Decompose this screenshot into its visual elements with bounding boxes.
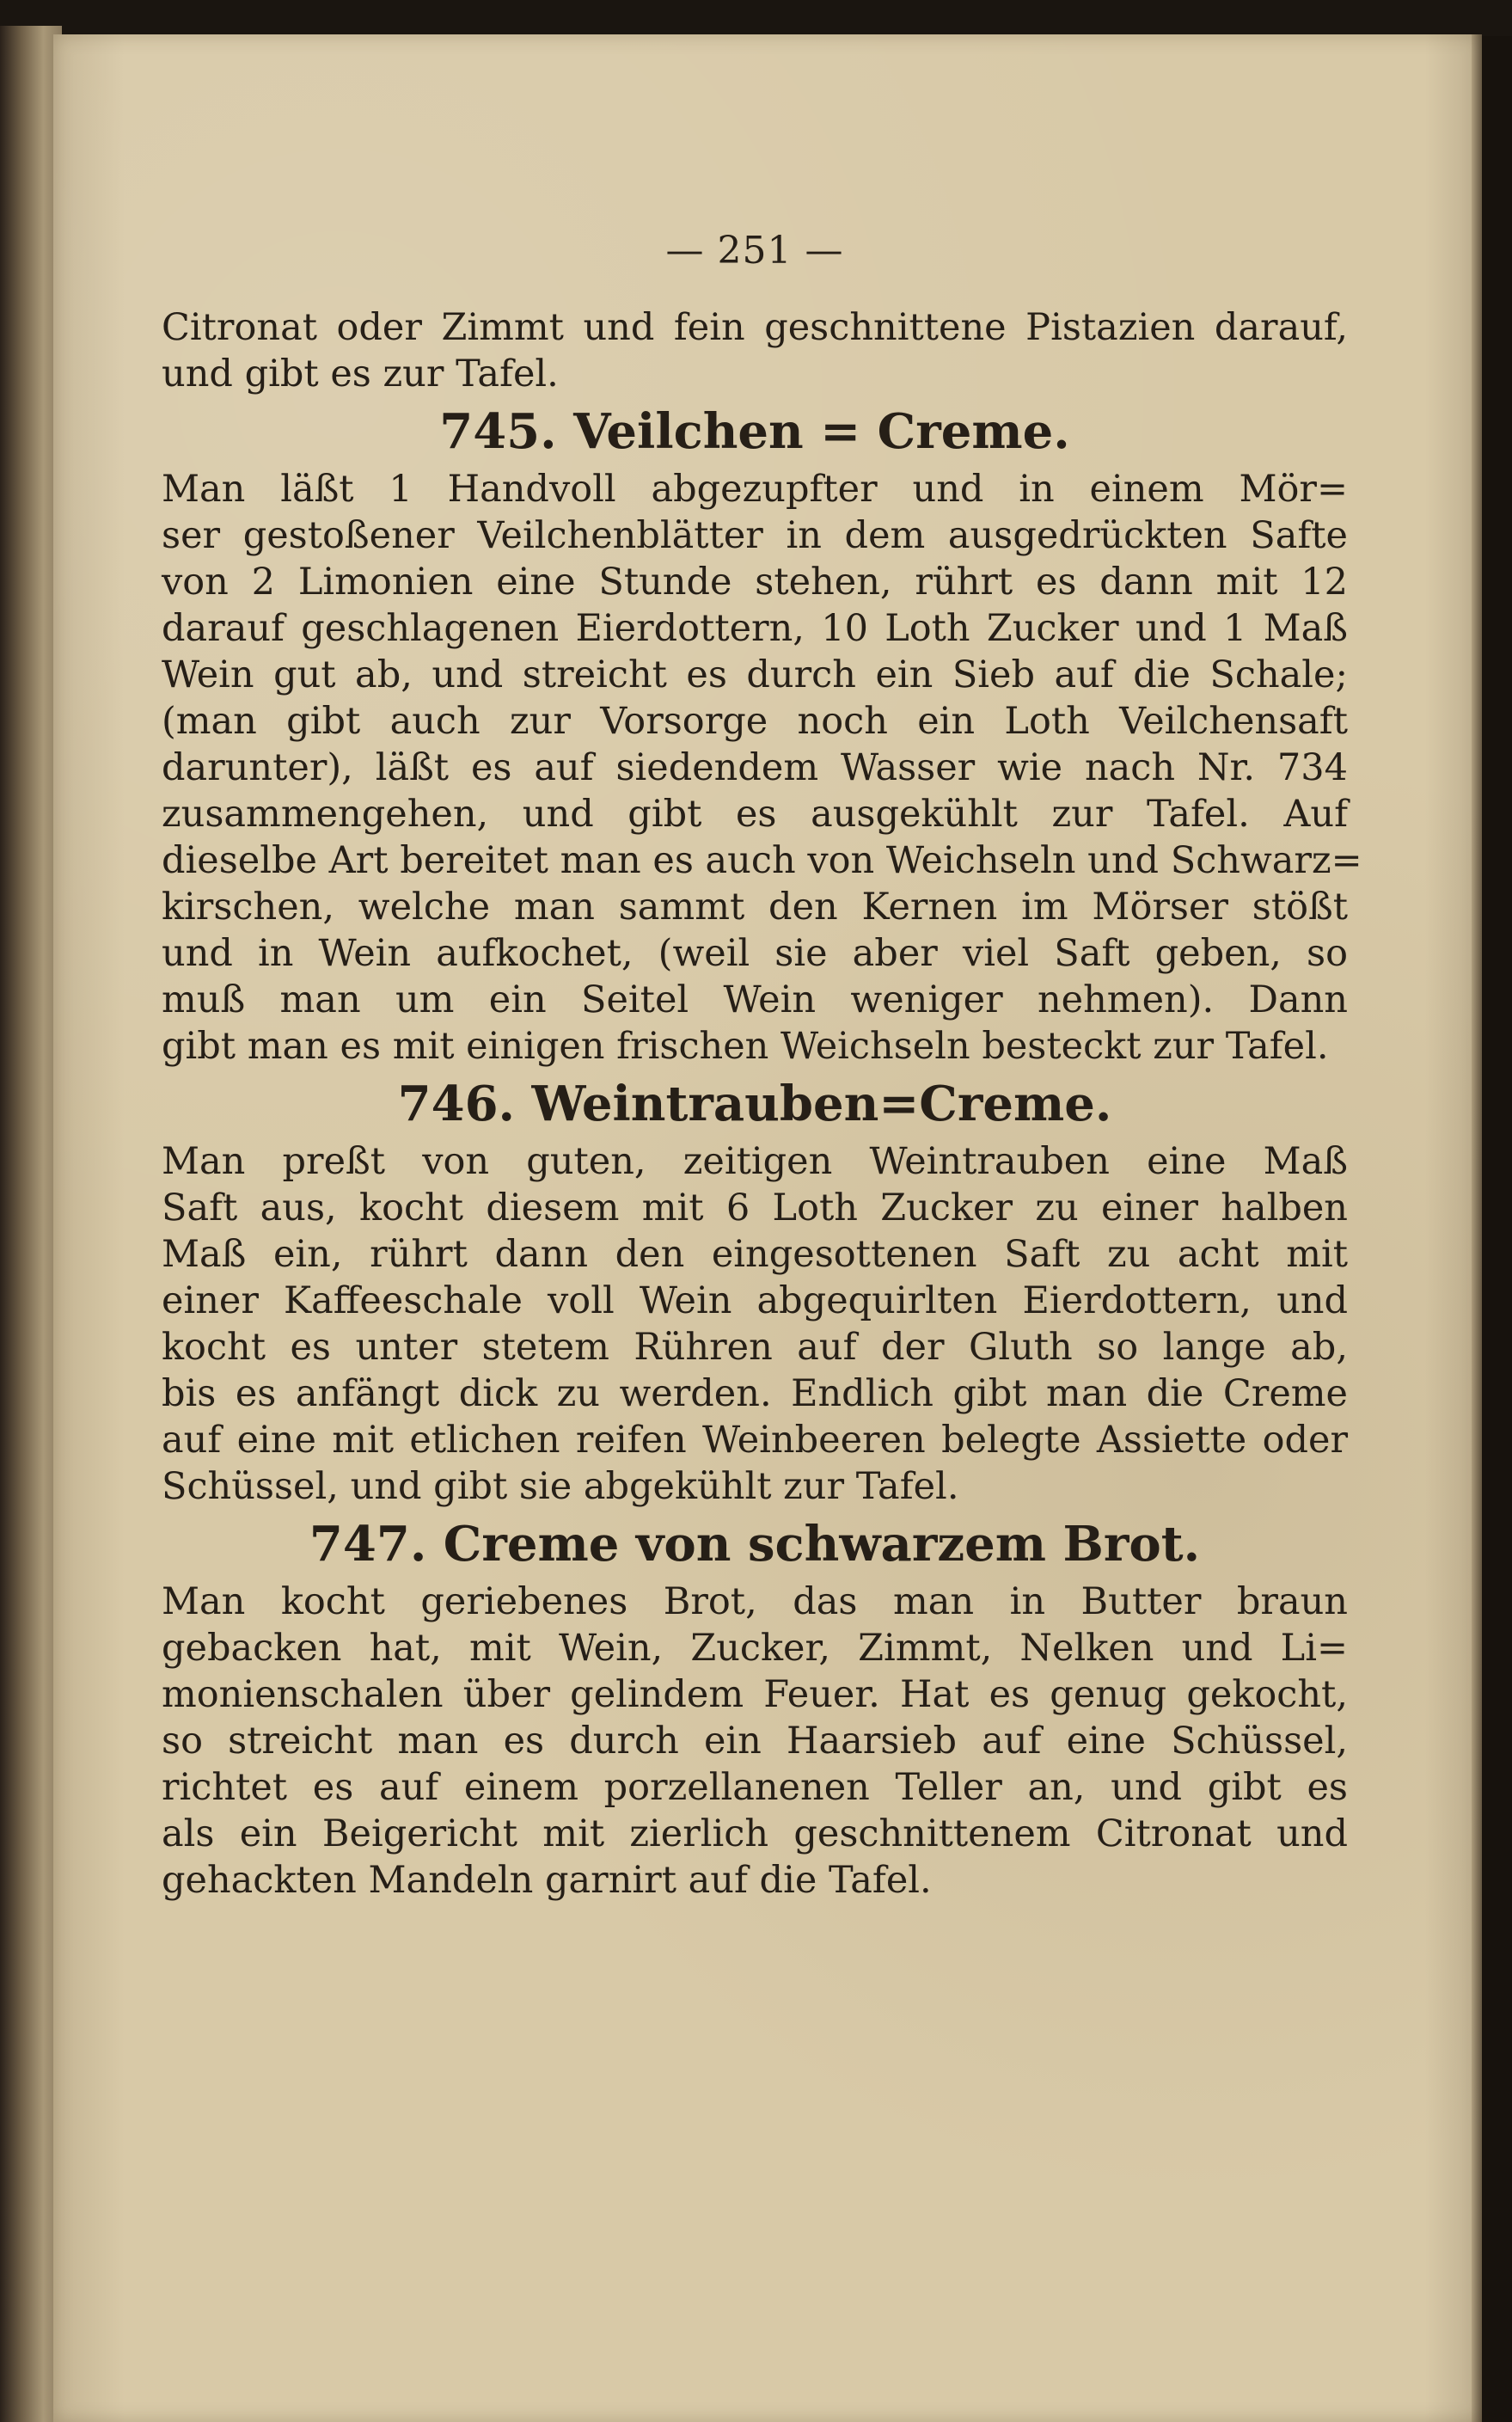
text-line: darunter), läßt es auf siedendem Wasser wie nach Nr. 734 xyxy=(162,746,1348,789)
text-line: auf eine mit etlichen reifen Weinbeeren belegte Assiette oder xyxy=(162,1419,1348,1462)
recipe-746-paragraph xyxy=(162,1138,1348,1510)
text-line: gehackten Mandeln garnirt auf die Tafel. xyxy=(162,1859,932,1902)
book-page xyxy=(53,34,1482,2422)
text-line: Maß ein, rührt dann den eingesottenen Saft zu acht mit xyxy=(162,1233,1348,1276)
recipe-747-paragraph xyxy=(162,1579,1348,1904)
intro-continuation xyxy=(162,304,1348,397)
text-line: Saft aus, kocht diesem mit 6 Loth Zucker zu einer halben xyxy=(162,1186,1348,1229)
recipe-heading-747: 747. Creme von schwarzem Brot. xyxy=(309,1516,1201,1573)
text-line: so streicht man es durch ein Haarsieb auf eine Schüssel, xyxy=(162,1720,1348,1763)
text-line: Wein gut ab, und streicht es durch ein Sieb auf die Schale; xyxy=(162,653,1348,696)
text-line: und gibt es zur Tafel. xyxy=(162,353,559,395)
text-line: Man kocht geriebenes Brot, das man in Butter braun xyxy=(162,1580,1348,1623)
text-line: gebacken hat, mit Wein, Zucker, Zimmt, Nelken und Li= xyxy=(162,1627,1348,1670)
text-line: und in Wein aufkochet, (weil sie aber viel Saft geben, so xyxy=(162,932,1348,975)
text-line: Man läßt 1 Handvoll abgezupfter und in einem Mör= xyxy=(162,468,1348,511)
recipe-heading-745: 745. Veilchen = Creme. xyxy=(439,403,1070,460)
page-text-block xyxy=(162,198,1362,1904)
text-line: zusammengehen, und gibt es ausgekühlt zur Tafel. Auf xyxy=(162,793,1348,836)
text-line: als ein Beigericht mit zierlich geschnittenem Citronat und xyxy=(162,1812,1348,1855)
text-line: von 2 Limonien eine Stunde stehen, rührt es dann mit 12 xyxy=(162,561,1348,604)
text-line: darauf geschlagenen Eierdottern, 10 Loth Zucker und 1 Maß xyxy=(162,607,1348,650)
text-line: ser gestoßener Veilchenblätter in dem ausgedrückten Safte xyxy=(162,514,1348,557)
text-line: richtet es auf einem porzellanenen Teller an, und gibt es xyxy=(162,1766,1348,1809)
text-line: monienschalen über gelindem Feuer. Hat es genug gekocht, xyxy=(162,1673,1348,1716)
text-line: bis es anfängt dick zu werden. Endlich gibt man die Creme xyxy=(162,1372,1348,1415)
text-line: Citronat oder Zimmt und fein geschnittene Pistazien darauf, xyxy=(162,306,1348,349)
text-line: kocht es unter stetem Rühren auf der Gluth so lange ab, xyxy=(162,1326,1348,1369)
text-line: Man preßt von guten, zeitigen Weintrauben eine Maß xyxy=(162,1140,1348,1183)
recipe-heading-746: 746. Weintrauben=Creme. xyxy=(397,1076,1112,1132)
recipe-745-paragraph xyxy=(162,466,1362,1070)
text-line: einer Kaffeeschale voll Wein abgequirlten Eierdottern, und xyxy=(162,1279,1348,1322)
page-number: — 251 — xyxy=(665,229,844,273)
text-line: Schüssel, und gibt sie abgekühlt zur Tafel. xyxy=(162,1465,959,1508)
scan-top-edge xyxy=(0,0,1512,36)
text-line: kirschen, welche man sammt den Kernen im Mörser stößt xyxy=(162,886,1348,929)
text-line: dieselbe Art bereitet man es auch von Weichseln und Schwarz= xyxy=(162,839,1362,882)
text-line: (man gibt auch zur Vorsorge noch ein Loth Veilchensaft xyxy=(162,700,1348,743)
text-line: gibt man es mit einigen frischen Weichseln besteckt zur Tafel. xyxy=(162,1025,1329,1068)
text-line: muß man um ein Seitel Wein weniger nehmen). Dann xyxy=(162,978,1348,1021)
